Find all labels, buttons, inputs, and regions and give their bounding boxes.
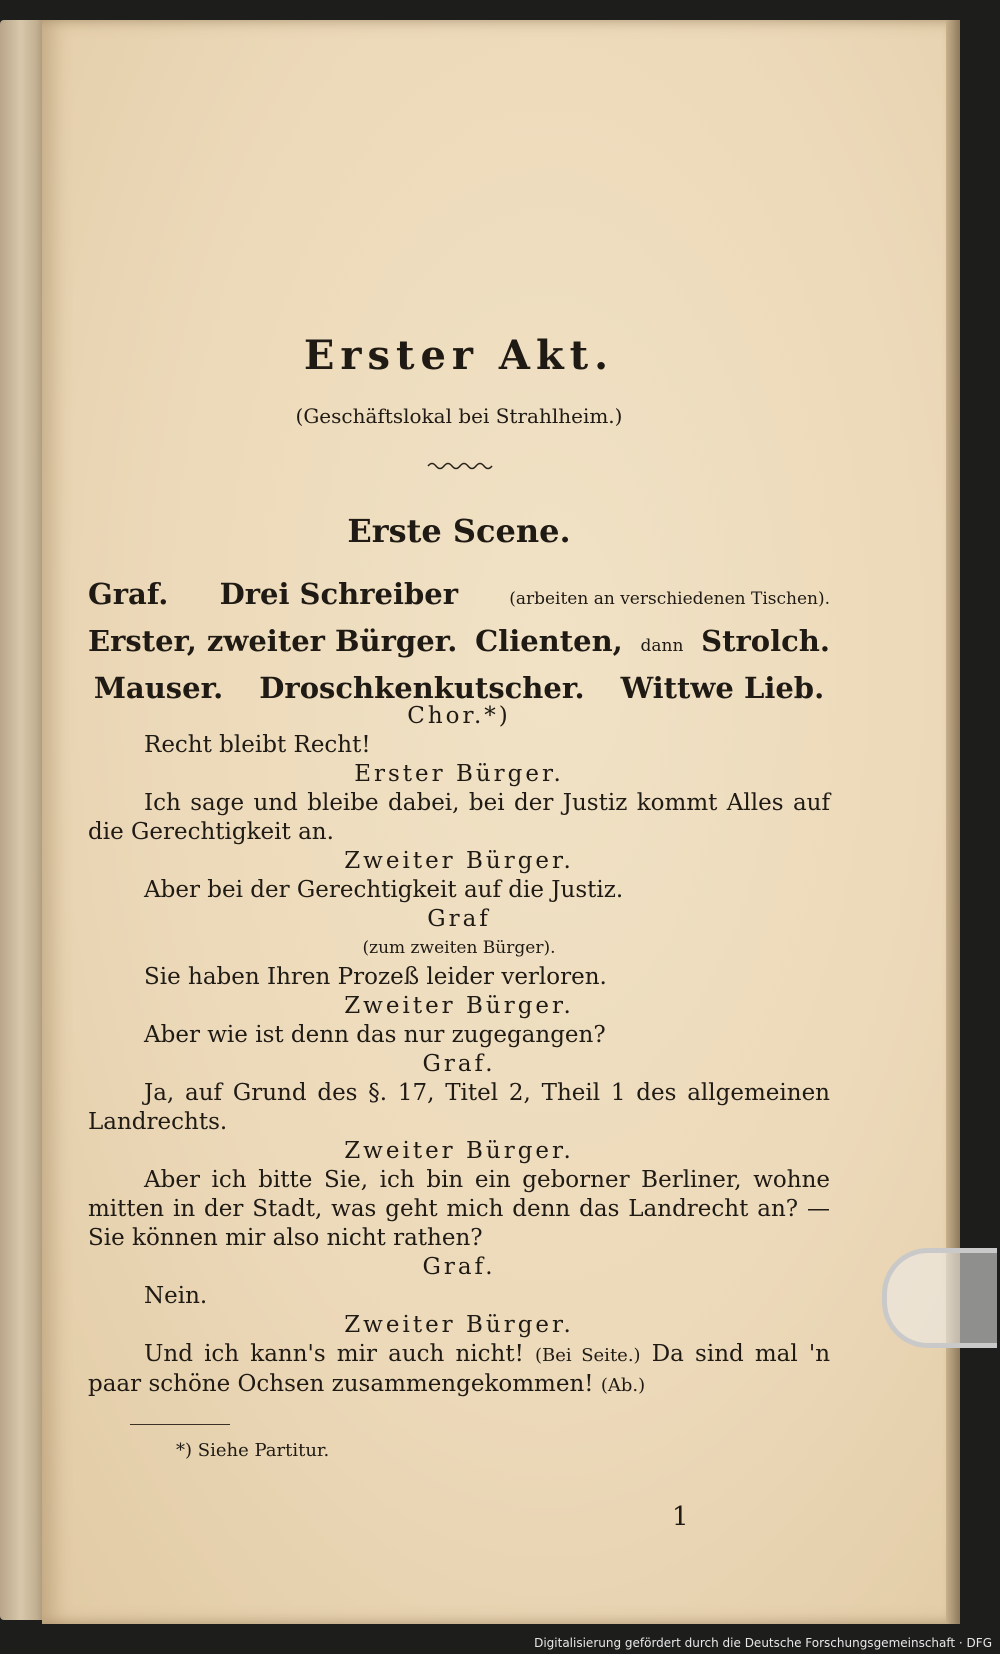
cast-droschkenkutscher: Droschkenkutscher. <box>259 671 585 705</box>
cast-drei-schreiber: Drei Schreiber <box>219 577 458 611</box>
cast-clienten: Clienten, <box>475 624 623 658</box>
speech-line: Aber wie ist denn das nur zugegangen? <box>144 1022 606 1048</box>
cast-dann: dann <box>640 636 684 656</box>
act-subtitle: (Geschäftslokal bei Strahlheim.) <box>295 404 623 428</box>
speech-line: Nein. <box>144 1283 208 1309</box>
speaker-zweiter-buerger: Zweiter Bürger. <box>344 1312 574 1338</box>
cast-schreiber-note: (arbeiten an verschiedenen Tischen). <box>509 589 830 609</box>
scene-title: Erste Scene. <box>347 512 571 550</box>
speech-line: Ich sage und bleibe dabei, bei der Justiz kommt Alles auf die Gerechtigkeit an. <box>88 790 830 845</box>
cast-line-2 <box>88 620 830 667</box>
page-clip <box>882 1248 997 1348</box>
cast-wittwe: Wittwe Lieb. <box>620 671 825 705</box>
speaker-zweiter-buerger: Zweiter Bürger. <box>344 1138 574 1164</box>
cast-list <box>88 573 830 709</box>
cast-graf: Graf. <box>88 577 169 611</box>
speaker-graf: Graf. <box>422 1254 496 1280</box>
speech-line: Aber ich bitte Sie, ich bin ein geborner Berliner, wohne mitten in der Stadt, was geht mich denn das Landrecht an? — Sie können mir also nicht rathen? <box>88 1167 830 1251</box>
stage-direction-exit: (Ab.) <box>600 1375 646 1396</box>
page-number: 1 <box>672 1502 689 1532</box>
speaker-graf: Graf <box>427 906 491 932</box>
stage-direction: (zum zweiten Bürger). <box>362 938 556 958</box>
speech-line-final <box>88 1340 830 1400</box>
speaker-graf: Graf. <box>422 1051 496 1077</box>
cast-mauser: Mauser. <box>93 671 224 705</box>
speech-line: Recht bleibt Recht! <box>144 732 371 758</box>
footnote-rule <box>130 1424 230 1425</box>
cast-strolch: Strolch. <box>701 624 830 658</box>
dialogue <box>88 702 830 1400</box>
cast-buerger: Erster, zweiter Bürger. <box>88 624 458 658</box>
act-title: Erster Akt. <box>303 332 615 379</box>
cast-line-1 <box>88 573 830 620</box>
speech-part: Und ich kann's mir auch nicht! <box>144 1341 524 1367</box>
page-spine <box>946 20 960 1624</box>
speech-part: Da sind mal 'n paar schöne Ochsen zusammengekommen! <box>88 1341 831 1397</box>
speaker-chor: Chor.*) <box>407 703 511 729</box>
speech-line: Ja, auf Grund des §. 17, Titel 2, Theil 1 des allgemeinen Landrechts. <box>88 1080 830 1135</box>
digitization-credit: Digitalisierung gefördert durch die Deutsche Forschungsgemeinschaft · DFG <box>534 1636 992 1650</box>
footnote: *) Siehe Partitur. <box>176 1440 330 1461</box>
speaker-erster-buerger: Erster Bürger. <box>354 761 564 787</box>
stage-direction-inline: (Bei Seite.) <box>534 1345 641 1366</box>
ornament-divider <box>88 458 830 472</box>
speaker-zweiter-buerger: Zweiter Bürger. <box>344 993 574 1019</box>
speech-line: Aber bei der Gerechtigkeit auf die Justiz. <box>144 877 624 903</box>
speech-line: Sie haben Ihren Prozeß leider verloren. <box>144 964 607 990</box>
speaker-zweiter-buerger: Zweiter Bürger. <box>344 848 574 874</box>
